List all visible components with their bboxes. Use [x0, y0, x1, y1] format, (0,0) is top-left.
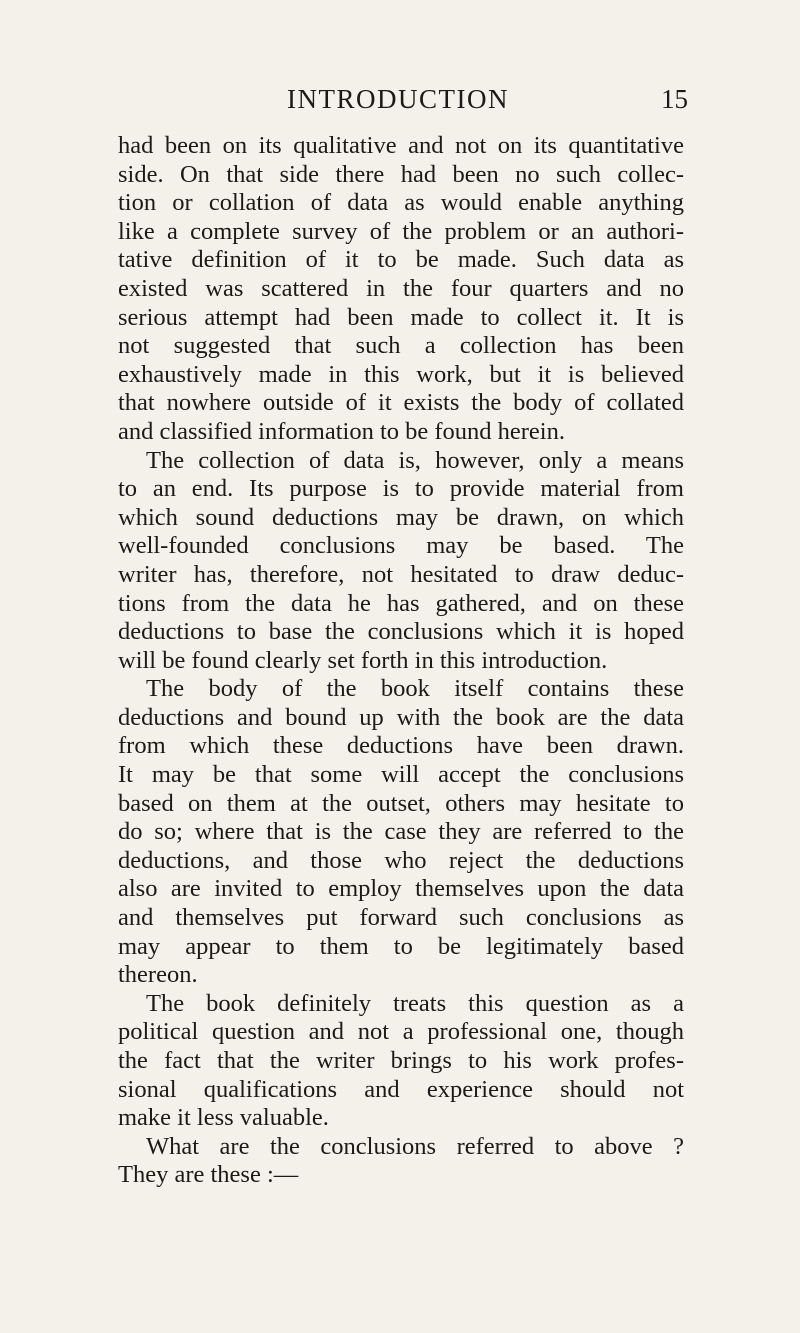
text-line: exhaustively made in this work, but it is believed	[118, 360, 684, 388]
text-line: What are the conclusions referred to above ?	[146, 1132, 684, 1160]
text-line: The body of the book itself contains these	[146, 675, 684, 703]
text-line: also are invited to employ themselves upon the data	[118, 875, 684, 903]
running-title: INTRODUCTION	[287, 84, 509, 114]
text-line: like a complete survey of the problem or an authori-	[118, 217, 684, 245]
text-line: serious attempt had been made to collect it. It is	[118, 303, 684, 331]
text-line: side. On that side there had been no such collec-	[118, 160, 684, 188]
text-line: tion or collation of data as would enable anything	[118, 189, 684, 217]
text-line: the fact that the writer brings to his work profes-	[118, 1047, 684, 1074]
text-line: deductions and bound up with the book are the data	[118, 703, 684, 731]
text-line: may appear to them to be legitimately based	[118, 932, 684, 960]
text-line: It may be that some will accept the conclusions	[118, 761, 684, 789]
text-line: tions from the data he has gathered, and on these	[118, 589, 684, 617]
body-text	[118, 132, 684, 1190]
text-line: will be found clearly set forth in this introduction.	[118, 646, 608, 674]
text-line: not suggested that such a collection has been	[118, 332, 684, 360]
text-line: tative definition of it to be made. Such data as	[118, 246, 684, 274]
text-line: that nowhere outside of it exists the body of collated	[118, 389, 684, 417]
text-line: based on them at the outset, others may hesitate to	[118, 789, 684, 817]
text-line: sional qualifications and experience should not	[118, 1075, 684, 1103]
text-line: writer has, therefore, not hesitated to draw deduc-	[118, 560, 684, 588]
text-line: had been on its qualitative and not on its quantitative	[118, 132, 684, 159]
text-line: deductions to base the conclusions which it is hoped	[118, 618, 684, 646]
text-line: well-founded conclusions may be based. The	[118, 532, 684, 560]
text-line: from which these deductions have been drawn.	[118, 732, 684, 760]
text-line: political question and not a professional one, though	[118, 1018, 684, 1046]
text-line: The book definitely treats this question as a	[146, 989, 684, 1017]
text-line: deductions, and those who reject the deductions	[118, 846, 684, 874]
text-line: The collection of data is, however, only a means	[146, 446, 684, 474]
text-line: to an end. Its purpose is to provide material from	[118, 475, 684, 503]
text-line: and classified information to be found herein.	[118, 417, 565, 445]
text-line: make it less valuable.	[118, 1104, 329, 1132]
running-head	[118, 84, 688, 124]
text-line: thereon.	[118, 961, 198, 989]
text-line: existed was scattered in the four quarters and no	[118, 274, 684, 302]
text-line: which sound deductions may be drawn, on which	[118, 503, 684, 531]
text-line: do so; where that is the case they are referred to the	[118, 818, 684, 846]
page-number: 15	[661, 84, 688, 114]
text-line: They are these :—	[118, 1161, 299, 1189]
text-line: and themselves put forward such conclusions as	[118, 904, 684, 932]
